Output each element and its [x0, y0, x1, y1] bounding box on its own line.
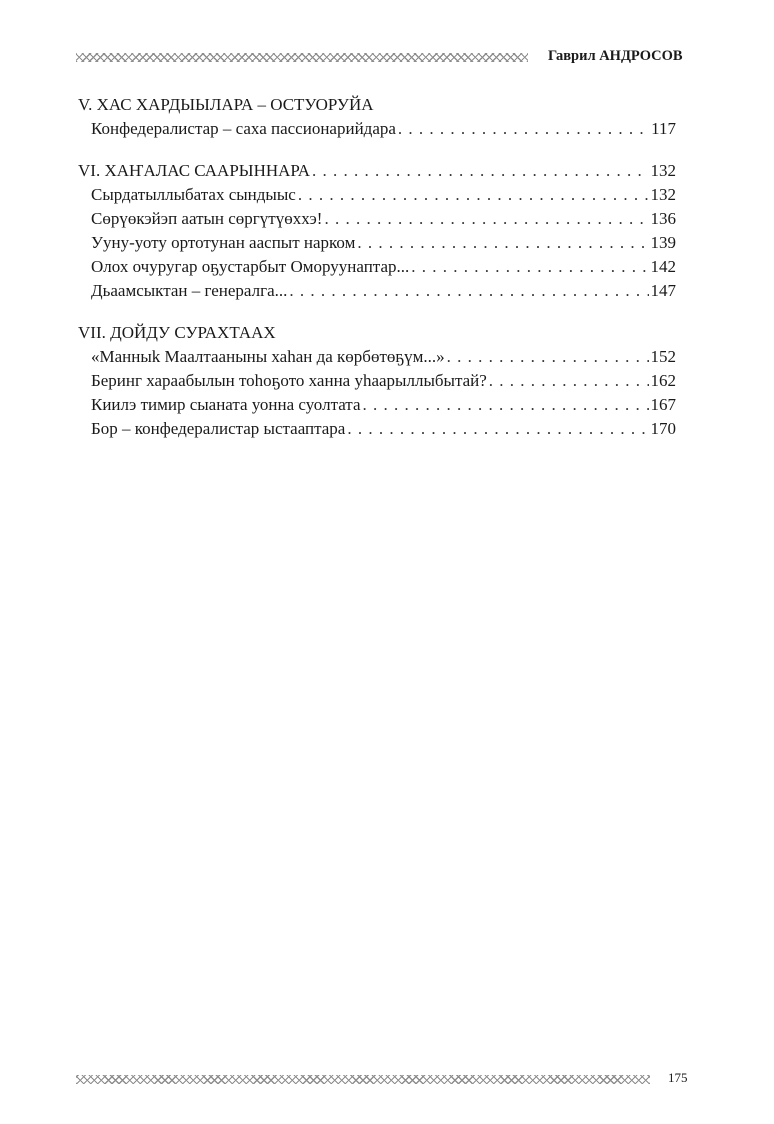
entry-title: Киилэ тимир сыаната уонна суолтата	[91, 395, 361, 414]
dot-leader	[312, 159, 649, 183]
toc-entry[interactable]	[78, 279, 676, 303]
entry-page: 147	[650, 281, 676, 300]
dot-leader	[324, 207, 648, 231]
toc-entry[interactable]	[78, 207, 676, 231]
section-heading: V. ХАС ХАРДЫЫЛАРА – ОСТУОРУЙА	[78, 95, 374, 114]
dot-leader	[447, 345, 649, 369]
entry-page: 142	[650, 257, 676, 276]
page-number: 175	[668, 1070, 688, 1085]
section-page: 132	[650, 161, 676, 180]
dot-leader	[411, 255, 648, 279]
dot-leader	[489, 369, 649, 393]
toc-section-6	[78, 159, 676, 303]
entry-title: Дьаамсыктан – генералга...	[91, 281, 288, 300]
dot-leader	[357, 231, 648, 255]
running-head-author: Гаврил АНДРОСОВ	[548, 48, 683, 64]
entry-page: 136	[650, 209, 676, 228]
entry-title: «Манныk Маалтааныны хаһан да көрбөтөҕүм...»	[91, 347, 445, 366]
entry-page: 170	[650, 419, 676, 438]
entry-page: 167	[650, 395, 676, 414]
toc-entry[interactable]	[78, 231, 676, 255]
entry-page: 117	[651, 119, 676, 138]
toc-entry[interactable]	[78, 255, 676, 279]
dot-leader	[298, 183, 649, 207]
entry-page: 152	[650, 347, 676, 366]
table-of-contents	[78, 93, 676, 459]
footer-ornament	[76, 1075, 650, 1084]
entry-title: Бор – конфедералистар ыстааптара	[91, 419, 346, 438]
entry-page: 132	[650, 185, 676, 204]
section-heading: VII. ДОЙДУ СУРАХТААХ	[78, 323, 276, 342]
toc-entry[interactable]	[78, 393, 676, 417]
entry-title: Олох очуругар оҕустарбыт Оморуунаптар...	[91, 257, 410, 276]
section-heading[interactable]	[78, 159, 676, 183]
toc-section-7	[78, 321, 676, 441]
section-title: VI. ХАҤАЛАС СААРЫННАРА	[78, 161, 310, 180]
entry-title: Конфедералистар – саха пассионарийдара	[91, 119, 396, 138]
entry-page: 162	[650, 371, 676, 390]
dot-leader	[289, 279, 648, 303]
header-ornament	[76, 53, 528, 62]
entry-title: Сырдатыллыбатах сындыыс	[91, 185, 296, 204]
toc-entry[interactable]	[78, 345, 676, 369]
entry-title: Ууну-уоту ортотунан ааспыт нарком	[91, 233, 356, 252]
toc-entry[interactable]	[78, 117, 676, 141]
toc-entry[interactable]	[78, 183, 676, 207]
toc-entry[interactable]	[78, 417, 676, 441]
dot-leader	[363, 393, 649, 417]
toc-section-5	[78, 93, 676, 141]
entry-title: Беринг хараабылын тоһоҕото ханна уһаарыллыбытай?	[91, 371, 487, 390]
dot-leader	[398, 117, 649, 141]
entry-page: 139	[650, 233, 676, 252]
entry-title: Сөрүөкэйэп аатын сөргүтүөххэ!	[91, 209, 323, 228]
dot-leader	[347, 417, 648, 441]
toc-entry[interactable]	[78, 369, 676, 393]
